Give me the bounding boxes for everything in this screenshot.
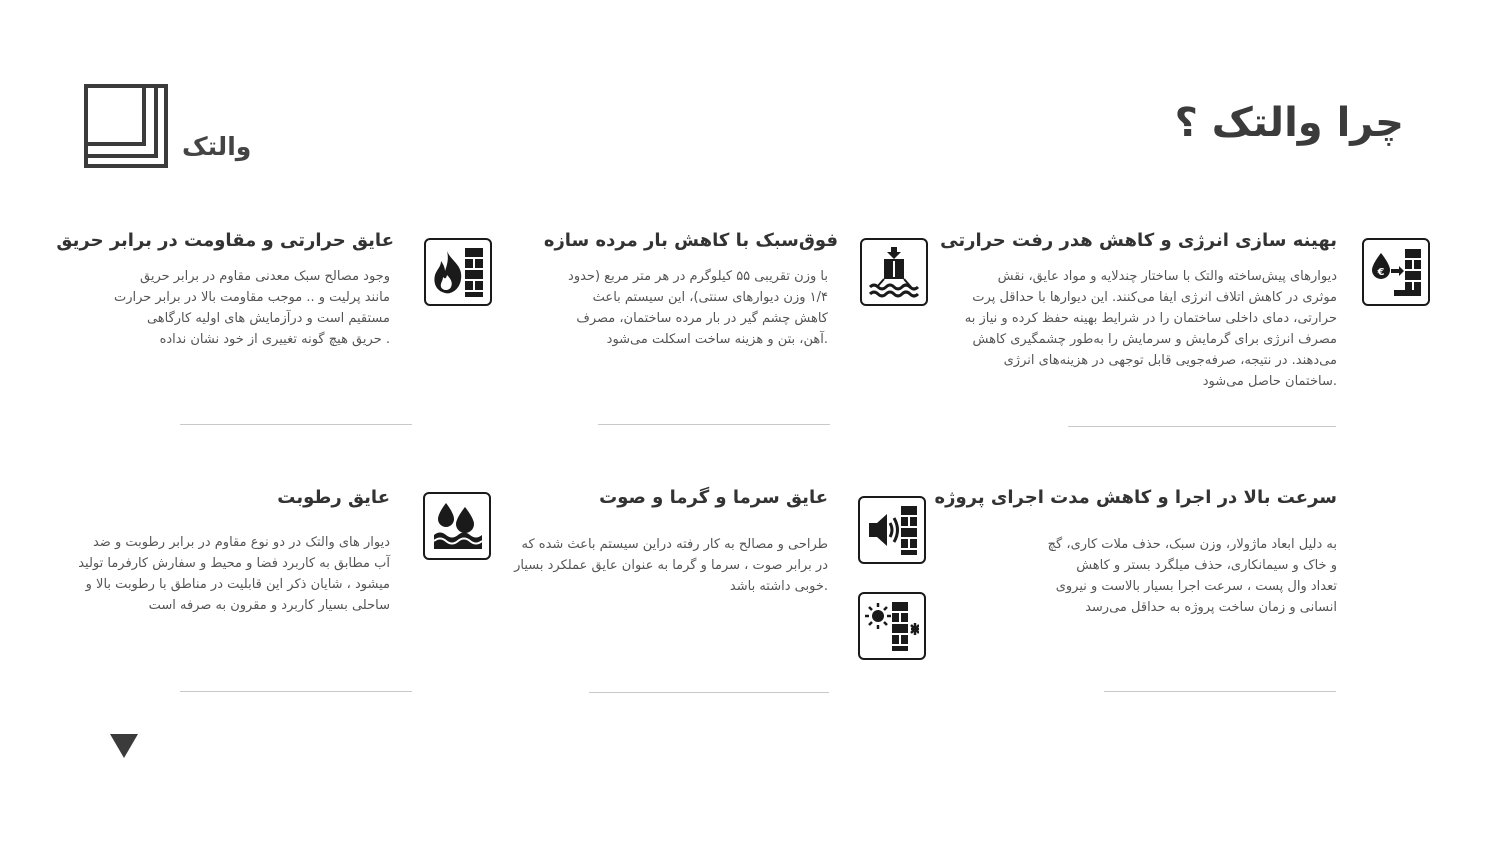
page-title: چرا والتک ؟	[1174, 100, 1404, 146]
brand-logo	[84, 84, 168, 168]
feature-title: فوق‌سبک با کاهش بار مرده سازه	[543, 230, 838, 251]
feature-description: دیوارهای پیش‌ساخته والتک با ساختار چندلایه و مواد عایق، نقش موثری در کاهش اتلاف انرژی ایفا می‌کنند. این دیوارها با حداقل پرت حرارتی، دمای داخلی ساختمان را در شرایط بهینه حفظ کرده و نیاز به مصرف انرژی برای گرمایش و سرمایش را به‌طور چشمگیری کاهش می‌دهند. در نتیجه، صرفه‌جویی قابل توجهی در هزینه‌های انرژی .ساختمان حاصل می‌شود	[964, 269, 1337, 389]
feature-title: عایق حرارتی و مقاومت در برابر حریق	[56, 230, 394, 251]
divider	[1104, 691, 1336, 692]
square-frame-logo-icon	[84, 84, 168, 168]
triangle-down-icon[interactable]	[110, 734, 138, 758]
divider	[180, 691, 412, 692]
fire-resistant-wall-icon	[424, 238, 492, 306]
feature-title: سرعت بالا در اجرا و کاهش مدت اجرای پروژه	[934, 487, 1337, 508]
svg-text:€: €	[1377, 267, 1385, 278]
divider	[1068, 426, 1336, 427]
moisture-resistant-icon	[423, 492, 491, 560]
sound-insulation-wall-icon	[858, 496, 926, 564]
thermal-insulation-wall-icon	[858, 592, 926, 660]
divider	[598, 424, 830, 425]
feature-description: طراحی و مصالح به کار رفته دراین سیستم باعث شده که در برابر صوت ، سرما و گرما به عنوان عایق عملکرد بسیار .خوبی داشته باشد	[514, 537, 828, 594]
lightweight-load-icon	[860, 238, 928, 306]
energy-saving-wall-icon	[1362, 238, 1430, 306]
feature-title: بهینه سازی انرژی و کاهش هدر رفت حرارتی	[940, 230, 1337, 251]
brand-name: والتک	[182, 132, 252, 161]
divider	[589, 692, 829, 693]
feature-description: به دلیل ابعاد ماژولار، وزن سبک، حذف ملات کاری، گچ و خاک و سیمانکاری، حذف میلگرد بستر و کاهش تعداد وال پست ، سرعت اجرا بسیار بالاست و نیروی انسانی و زمان ساخت پروژه به حداقل می‌رسد	[1047, 537, 1337, 615]
feature-description: دیوار های والتک در دو نوع مقاوم در برابر رطوبت و ضد آب مطابق به کاربرد فضا و محیط و سفارش کارفرما تولید میشود ، شایان ذکر این قابلیت در مناطق با رطوبت بالا و ساحلی بسیار کاربرد و مقرون به صرفه است	[78, 535, 390, 613]
divider	[180, 424, 412, 425]
feature-title: عایق رطوبت	[277, 487, 390, 508]
feature-description: وجود مصالح سبک معدنی مقاوم در برابر حریق مانند پرلیت و .. موجب مقاومت بالا در برابر حرارت مستقیم است و درآزمایش های اولیه کارگاهی . حریق هیچ گونه تغییری از خود نشان نداده	[113, 269, 390, 347]
feature-title: عایق سرما و گرما و صوت	[599, 487, 828, 508]
feature-description: با وزن تقریبی ۵۵ کیلوگرم در هر متر مربع (حدود ۱/۴ وزن دیوارهای سنتی)، این سیستم باعث کاهش چشم گیر در بار مرده ساختمان، مصرف .آهن، بتن و هزینه ساخت اسکلت می‌شود	[568, 269, 828, 347]
